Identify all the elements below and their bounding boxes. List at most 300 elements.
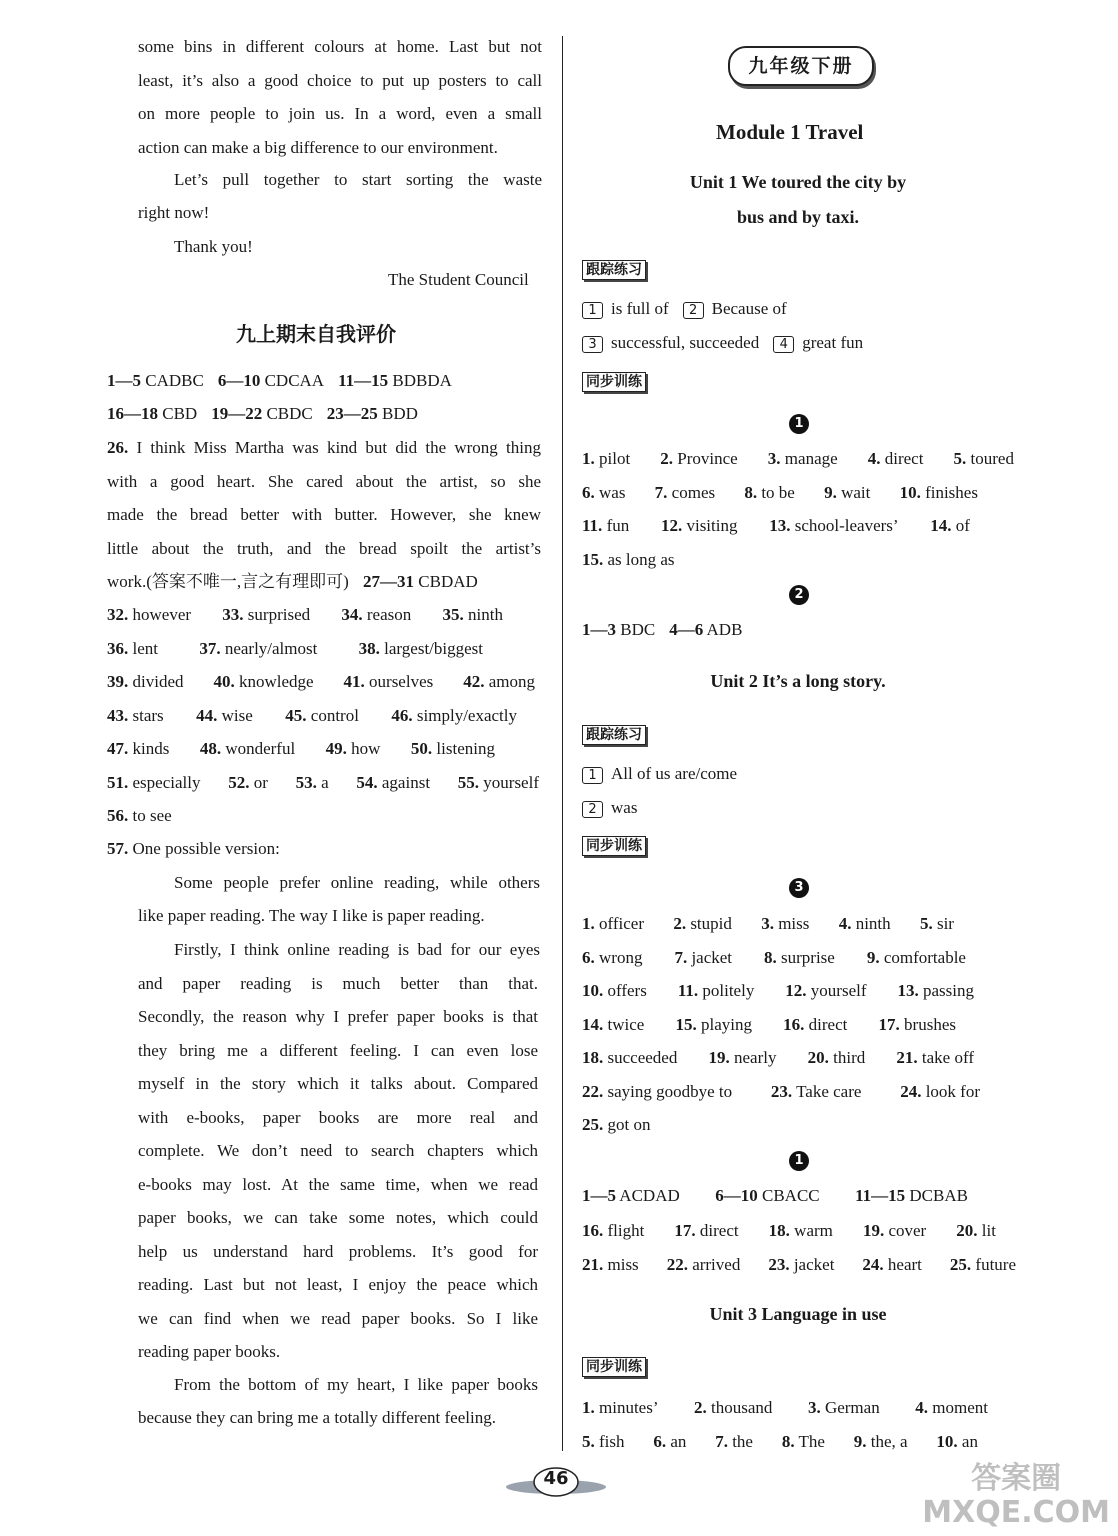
- q26-line: little about the truth, and the bread spoilt the artist’s: [107, 538, 541, 558]
- answer-item: [200, 738, 295, 760]
- answer-value: BDC: [616, 620, 656, 639]
- answer-value: largest/biggest: [379, 638, 483, 658]
- answer-row: [582, 1114, 702, 1136]
- answer-number: 8.: [781, 1432, 795, 1451]
- answer-value: nearly: [729, 1048, 777, 1067]
- answer-number: 23.: [768, 1255, 790, 1274]
- closing-line: right now!: [138, 203, 210, 222]
- answer-item: [582, 913, 644, 935]
- answer-item: [915, 1397, 988, 1419]
- answer-value: passing: [918, 981, 974, 1000]
- answer-number: 44.: [196, 705, 218, 725]
- track-answer: is full of: [611, 299, 669, 318]
- answer-item: [954, 448, 1014, 470]
- answer-number: 37.: [199, 638, 221, 658]
- answer-item: [783, 1014, 847, 1036]
- answer-item: [764, 947, 835, 969]
- answer-item: [950, 1254, 1016, 1276]
- answer-number: 19—22: [211, 404, 263, 423]
- answer-number: 41.: [343, 672, 365, 691]
- answer-item: [582, 448, 630, 470]
- answer-value: arrived: [687, 1255, 741, 1274]
- answer-value: flight: [603, 1220, 645, 1240]
- q26-last-line: [107, 571, 478, 593]
- essay-line: reading. Last but not least, I enjoy the peace which: [138, 1275, 538, 1294]
- answer-number: 36.: [107, 638, 129, 658]
- mc-answers-row: [107, 403, 457, 425]
- answer-number: 16.: [582, 1220, 604, 1240]
- answer-number: 10.: [936, 1432, 958, 1451]
- answer-item: [107, 370, 204, 392]
- answer-item: [867, 947, 966, 969]
- answer-item: [213, 671, 313, 693]
- thanks-line: Thank you!: [174, 237, 253, 256]
- answer-value: direct: [880, 449, 924, 468]
- answer-item: [222, 604, 310, 626]
- answer-value: divided: [128, 672, 184, 691]
- answer-number: 12.: [660, 516, 683, 535]
- answer-value: thousand: [706, 1398, 773, 1417]
- answer-number: 19.: [708, 1048, 730, 1067]
- answer-number: 56.: [107, 806, 129, 825]
- answer-row: [582, 1220, 996, 1242]
- answer-number: 54.: [356, 772, 378, 792]
- essay-line: Some people prefer online reading, while others: [174, 873, 540, 892]
- section-number-icon: 2: [789, 585, 809, 605]
- answer-item: [655, 482, 715, 504]
- essay-line: paper books, we can take some notes, which could: [138, 1208, 538, 1227]
- answer-number: 27—31: [358, 572, 415, 591]
- answer-row: [582, 947, 966, 969]
- answer-value: ADB: [703, 620, 743, 639]
- answer-number: 42.: [463, 672, 485, 691]
- answer-value: direct: [695, 1220, 739, 1240]
- answer-number: 23.: [770, 1081, 793, 1101]
- answer-number: 20.: [807, 1048, 829, 1067]
- answer-value: an: [666, 1432, 687, 1451]
- answer-item: [769, 515, 898, 537]
- answer-number: 21.: [896, 1048, 918, 1067]
- answer-number: 6.: [653, 1432, 667, 1451]
- answer-number: 25.: [949, 1255, 972, 1274]
- essay-line: Secondly, the reason why I prefer paper books is that: [138, 1007, 538, 1026]
- answer-item: [808, 1397, 880, 1419]
- track-row: [582, 763, 737, 785]
- tag-sync-training: 同步训练: [582, 836, 646, 856]
- answer-number: 4—6: [669, 620, 704, 639]
- answer-number: 51.: [107, 772, 129, 792]
- page-number: [504, 1465, 608, 1499]
- answer-number: 5.: [919, 914, 933, 933]
- answer-item: [211, 403, 313, 425]
- answer-value: a: [316, 772, 329, 792]
- answer-value: third: [828, 1048, 866, 1067]
- answer-item: [582, 619, 655, 641]
- essay-line: help us understand hard problems. It’s good for: [138, 1241, 538, 1261]
- answer-value: succeeded: [603, 1048, 678, 1067]
- track-row: [582, 797, 637, 819]
- answer-item: [956, 1220, 996, 1242]
- answer-row: [582, 1185, 968, 1207]
- boxed-number: 1: [582, 767, 603, 784]
- answer-item: [761, 913, 809, 935]
- q26-line: 26. I think Miss Martha was kind but did the wrong thing: [107, 438, 542, 457]
- answer-value: direct: [804, 1014, 848, 1034]
- answer-number: 15.: [582, 549, 604, 569]
- answer-number: 4.: [838, 914, 852, 933]
- answer-number: 21.: [582, 1255, 604, 1274]
- answer-item: [897, 980, 974, 1002]
- q57-number: 57.: [107, 839, 133, 858]
- answer-item: [107, 671, 184, 693]
- page-number-text: 46: [543, 1468, 569, 1489]
- answer-number: 48.: [199, 739, 222, 758]
- answer-value: wise: [217, 705, 253, 725]
- section-title: 九上期末自我评价: [236, 322, 396, 346]
- answer-item: [771, 1081, 862, 1103]
- answer-item: [930, 515, 970, 537]
- essay-line: myself in the story which it talks about. Compared: [138, 1074, 538, 1093]
- answer-value: CBDAD: [414, 572, 478, 591]
- answer-item: [218, 370, 324, 392]
- essay-line: and paper reading is much better than that.: [138, 973, 538, 993]
- track-row: [582, 332, 863, 354]
- answer-number: 52.: [228, 772, 250, 792]
- answer-item: [582, 980, 647, 1002]
- answer-number: 7.: [654, 482, 668, 502]
- answer-number: 1.: [582, 914, 595, 933]
- answer-item: [582, 1185, 680, 1207]
- answer-item: [709, 1047, 777, 1069]
- letter-line: some bins in different colours at home. Last but not: [138, 37, 542, 56]
- book-title-badge: 九年级下册: [728, 46, 874, 86]
- answer-number: 10.: [582, 981, 604, 1000]
- answer-number: 13.: [897, 981, 919, 1000]
- answer-value: against: [377, 772, 431, 792]
- answer-number: 11—15: [855, 1186, 906, 1205]
- answer-item: [582, 1014, 644, 1036]
- answer-value: CBD: [158, 404, 198, 423]
- answer-number: 2.: [660, 449, 674, 468]
- section-number-icon: 3: [789, 878, 809, 898]
- answer-number: 33.: [222, 605, 244, 624]
- answer-number: 38.: [358, 638, 380, 658]
- answer-row: [582, 1014, 956, 1036]
- answer-row: [582, 1431, 978, 1453]
- answer-item: [107, 705, 164, 727]
- q26-number: 26.: [107, 438, 137, 457]
- track-answer: great fun: [802, 333, 864, 352]
- answer-value: to be: [757, 482, 795, 502]
- answer-number: 3.: [807, 1398, 821, 1417]
- answer-row: [582, 549, 732, 571]
- answer-value: yourself: [806, 981, 867, 1000]
- answer-value: twice: [603, 1014, 645, 1034]
- answer-item: [920, 913, 954, 935]
- answer-value: miss: [773, 914, 810, 933]
- answer-number: 11.: [677, 981, 699, 1000]
- answer-item: [582, 947, 642, 969]
- answer-row: [582, 482, 978, 504]
- track-answer: All of us are/come: [611, 764, 738, 783]
- q57-line: 57. One possible version:: [107, 839, 280, 858]
- answer-number: 20.: [956, 1220, 978, 1240]
- answer-number: 7.: [715, 1432, 728, 1451]
- answer-value: sir: [932, 914, 954, 933]
- answer-item: [463, 671, 535, 693]
- answer-value: miss: [603, 1255, 639, 1274]
- answer-row: [582, 980, 974, 1002]
- answer-value: wrong: [594, 947, 643, 967]
- answer-value: heart: [883, 1255, 922, 1274]
- answer-item: [107, 805, 172, 827]
- answer-row: [582, 515, 970, 537]
- answer-number: 18.: [582, 1048, 604, 1067]
- answer-item: [824, 482, 870, 504]
- answer-number: 32.: [107, 605, 129, 624]
- answer-value: ninth: [851, 914, 891, 933]
- answer-value: minutes’: [594, 1398, 659, 1417]
- answer-value: surprise: [776, 947, 835, 967]
- vocab-row: [107, 738, 495, 760]
- answer-item: [107, 604, 191, 626]
- tag-tracking-practice: 跟踪练习: [582, 260, 646, 280]
- answer-item: [879, 1014, 956, 1036]
- answer-value: listening: [432, 739, 495, 758]
- answer-item: [900, 482, 978, 504]
- answer-value: offers: [603, 981, 647, 1000]
- answer-item: [782, 1431, 825, 1453]
- answer-value: the: [727, 1432, 753, 1451]
- answer-number: 22.: [582, 1081, 604, 1101]
- answer-number: 49.: [325, 739, 347, 758]
- answer-number: 4.: [915, 1398, 928, 1417]
- answer-value: fish: [594, 1432, 625, 1451]
- answer-item: [667, 1254, 741, 1276]
- answer-value: wait: [836, 482, 871, 502]
- answer-item: [868, 448, 924, 470]
- mc-answers-row: [107, 370, 495, 392]
- vocab-row: [107, 604, 503, 626]
- answer-item: [582, 1081, 732, 1103]
- answer-value: CBDC: [262, 404, 313, 423]
- answer-number: 1—3: [582, 620, 616, 639]
- answer-value: ourselves: [364, 672, 434, 691]
- answer-number: 17.: [878, 1014, 900, 1034]
- answer-value: CDCAA: [260, 371, 325, 390]
- answer-number: 6—10: [217, 371, 261, 390]
- answer-value: lit: [977, 1220, 996, 1240]
- answer-value: lent: [128, 638, 158, 658]
- answer-item: [228, 772, 268, 794]
- answer-item: [359, 638, 483, 660]
- answer-value: control: [306, 705, 359, 725]
- vocab-row: [107, 705, 517, 727]
- answer-item: [582, 1254, 639, 1276]
- answer-item: [356, 772, 430, 794]
- answer-value: fun: [602, 516, 630, 535]
- answer-item: [854, 1431, 908, 1453]
- answer-number: 1—5: [107, 371, 141, 390]
- answer-value: moment: [928, 1398, 988, 1417]
- answer-item: [391, 705, 517, 727]
- answer-value: take off: [917, 1048, 974, 1067]
- answer-item: [674, 947, 732, 969]
- answer-number: 8.: [744, 482, 758, 502]
- essay-line: From the bottom of my heart, I like paper books: [174, 1375, 538, 1394]
- answer-item: [443, 604, 503, 626]
- answer-item: [785, 980, 866, 1002]
- answer-number: 35.: [442, 605, 464, 624]
- answer-number: 16.: [783, 1014, 805, 1034]
- unit1-title-line2: bus and by taxi.: [736, 207, 860, 227]
- answer-number: 46.: [391, 705, 413, 725]
- answer-item: [196, 705, 253, 727]
- answer-value: politely: [698, 981, 755, 1000]
- answer-item: [107, 738, 169, 760]
- answer-item: [862, 1254, 921, 1276]
- answer-item: [715, 1185, 819, 1207]
- boxed-number: 4: [773, 336, 794, 353]
- answer-number: 25.: [582, 1115, 604, 1134]
- answer-number: 1.: [582, 1398, 595, 1417]
- answer-value: CADBC: [141, 371, 204, 390]
- answer-value: cover: [884, 1220, 927, 1240]
- answer-item: [808, 1047, 866, 1069]
- answer-item: [107, 403, 197, 425]
- answer-item: [582, 482, 625, 504]
- letter-line: action can make a big difference to our environment.: [138, 137, 498, 157]
- section-number-icon: 1: [789, 1151, 809, 1171]
- answer-row: [582, 1397, 988, 1419]
- vocab-row: [107, 805, 207, 827]
- answer-value: comes: [667, 482, 716, 502]
- q26-text: work.(答案不唯一,言之有理即可): [107, 572, 349, 591]
- answer-number: 9.: [866, 947, 880, 967]
- answer-number: 14.: [582, 1014, 604, 1034]
- answer-item: [411, 738, 495, 760]
- answer-value: an: [957, 1432, 978, 1451]
- answer-number: 24.: [862, 1255, 884, 1274]
- essay-line: Firstly, I think online reading is bad for our eyes: [174, 940, 540, 959]
- answer-value: The: [794, 1432, 825, 1451]
- answer-row: [582, 1047, 974, 1069]
- answer-number: 1.: [582, 449, 595, 468]
- answer-number: 22.: [666, 1255, 688, 1274]
- answer-item: [855, 1185, 968, 1207]
- answer-item: [326, 738, 381, 760]
- answer-value: stupid: [686, 914, 732, 933]
- answer-value: nearly/almost: [220, 638, 318, 658]
- answer-number: 55.: [457, 772, 480, 792]
- answer-item: [107, 638, 158, 660]
- answer-item: [839, 913, 891, 935]
- answer-item: [582, 1220, 644, 1242]
- answer-value: ACDAD: [616, 1186, 680, 1205]
- answer-number: 15.: [675, 1014, 697, 1034]
- answer-number: 23—25: [326, 404, 378, 423]
- essay-line: complete. We don’t need to search chapters which: [138, 1141, 538, 1160]
- answer-number: 11—15: [338, 371, 389, 390]
- answer-row: [582, 619, 742, 641]
- answer-number: 16—18: [107, 404, 158, 423]
- answer-value: officer: [594, 914, 644, 933]
- answer-value: pilot: [594, 449, 631, 468]
- boxed-number: 2: [683, 302, 704, 319]
- answer-item: [296, 772, 329, 794]
- track-answer: was: [611, 798, 638, 817]
- answer-item: [199, 638, 317, 660]
- answer-value: knowledge: [234, 672, 314, 691]
- answer-value: wonderful: [221, 739, 296, 758]
- answer-item: [582, 549, 675, 571]
- answer-item: [769, 1220, 833, 1242]
- answer-number: 12.: [785, 981, 807, 1000]
- essay-line: they bring me a different feeling. I can even lose: [138, 1040, 538, 1060]
- answer-item: [653, 1431, 686, 1453]
- answer-value: how: [346, 739, 381, 758]
- answer-value: as long as: [603, 549, 675, 569]
- answer-number: 13.: [769, 516, 791, 535]
- essay-line: reading paper books.: [138, 1342, 281, 1361]
- answer-number: 39.: [107, 672, 129, 691]
- section-number-icon: 1: [789, 414, 809, 434]
- q26-line: with a good heart. She cared about the artist, so she: [107, 471, 541, 491]
- answer-value: future: [971, 1255, 1016, 1274]
- answer-number: 40.: [213, 672, 235, 691]
- letter-line: on more people to join us. In a word, even a small: [138, 104, 542, 123]
- answer-number: 9.: [853, 1432, 867, 1451]
- answer-value: of: [951, 516, 970, 535]
- answer-value: got on: [603, 1115, 651, 1134]
- answer-item: [582, 1431, 625, 1453]
- answer-value: stars: [128, 705, 164, 725]
- answer-row: [582, 913, 954, 935]
- essay-line: because they can bring me a totally different feeling.: [138, 1408, 496, 1427]
- answer-item: [715, 1431, 753, 1453]
- answer-value: especially: [128, 772, 201, 792]
- essay-line: e-books may lost. At the same time, when we read: [138, 1174, 538, 1194]
- unit2-title: Unit 2 It’s a long story.: [710, 671, 886, 691]
- vocab-row: [107, 671, 535, 693]
- answer-value: surprised: [243, 605, 311, 624]
- answer-value: manage: [780, 449, 838, 468]
- answer-item: [285, 705, 359, 727]
- answer-value: jacket: [687, 947, 733, 967]
- answer-item: [669, 619, 742, 641]
- answer-number: 11.: [582, 516, 603, 535]
- answer-item: [768, 448, 838, 470]
- column-divider: [562, 36, 563, 1451]
- answer-item: [327, 403, 418, 425]
- answer-item: [344, 671, 434, 693]
- answer-number: 5.: [582, 1432, 595, 1451]
- answer-item: [936, 1431, 978, 1453]
- track-answer: Because of: [711, 299, 787, 318]
- answer-value: however: [128, 605, 192, 624]
- answer-number: 10.: [899, 482, 921, 502]
- answer-number: 3.: [767, 449, 781, 468]
- answer-number: 7.: [674, 947, 688, 967]
- tag-sync-training: 同步训练: [582, 372, 646, 392]
- answer-item: [582, 515, 629, 537]
- answer-value: simply/exactly: [412, 705, 517, 725]
- answer-item: [338, 370, 452, 392]
- answer-number: 43.: [107, 705, 129, 725]
- answer-number: 53.: [295, 772, 317, 792]
- essay-line: with e-books, paper books are more real and: [138, 1107, 538, 1127]
- answer-value: Province: [673, 449, 738, 468]
